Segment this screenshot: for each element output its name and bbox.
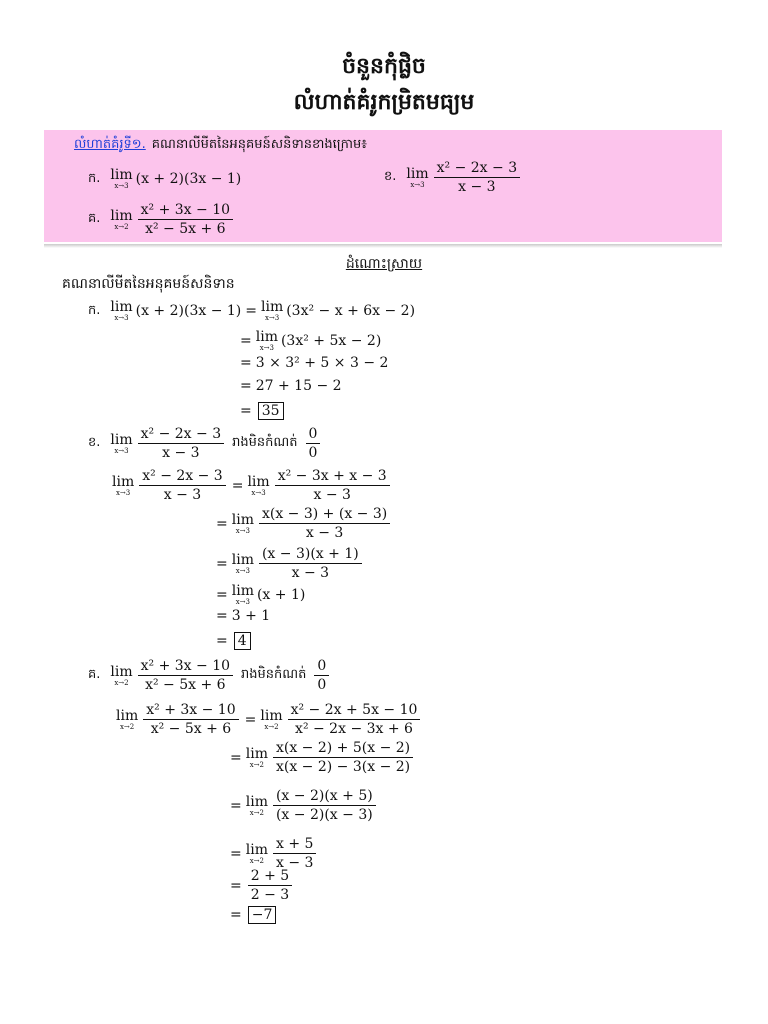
part-c-line-4: = lim x→2 $\frac{x + 5}{x - 3}$ [226, 836, 318, 871]
limit-operator: lim x→3 [406, 165, 429, 189]
solution-intro: គណនាលីមីតនៃអនុគមន៍សនិទាន [62, 276, 235, 292]
limit-operator: lim x→2 [245, 745, 268, 769]
fraction: $\frac{(x - 3)(x + 1)}{x - 3}$ [259, 546, 362, 581]
page-title: ចំនួនកុំផ្លិច [342, 54, 426, 79]
expression: (3x² + 5x − 2) [280, 333, 382, 349]
part-b-header [88, 426, 322, 461]
item-letter: គ. [88, 667, 101, 683]
exercise-instruction: គណនាលីមីតនៃអនុគមន៍សនិទានខាងក្រោម៖ [151, 137, 367, 152]
fraction: $\frac{\text{x² − 2x − 3}}{x - 3}$ [138, 426, 224, 461]
part-c-answer: = −7 [226, 906, 276, 924]
item-letter: ក. [88, 302, 101, 318]
item-letter: គ. [88, 211, 101, 227]
fraction: $\frac{2 + 5}{2 - 3}$ [248, 868, 292, 903]
solution-heading: ដំណោះស្រាយ [345, 256, 423, 272]
limit-operator: lim x→3 [112, 473, 135, 497]
fraction: $\frac{\text{x² + 3x − 10}}{\text{x² − 5x + 6}}$ [138, 202, 233, 237]
part-b-answer: = 4 [212, 632, 251, 650]
limit-operator: lim x→2 [116, 707, 139, 731]
limit-operator: lim x→2 [245, 793, 268, 817]
limit-operator: lim x→3 [110, 299, 133, 322]
part-c-line-5: = $\frac{2 + 5}{2 - 3}$ [226, 868, 294, 903]
fraction: $\frac{\text{x² + 3x − 10}}{\text{x² − 5x + 6}}$ [138, 658, 233, 693]
part-c-header [88, 658, 331, 693]
limit-operator: lim x→3 [247, 473, 270, 497]
limit-operator: lim x→2 [260, 707, 283, 731]
fraction: $\frac{(x - 2)(x + 5)}{(x - 2)(x - 3)}$ [273, 788, 376, 823]
page-subtitle: លំហាត់គំរូកម្រិតមធ្យម [293, 90, 475, 115]
part-b-line-5: = 3 + 1 [216, 608, 271, 624]
part-a-line-4: = 27 + 15 − 2 [240, 378, 342, 394]
limit-operator: lim x→2 [110, 663, 133, 687]
zero-over-zero: $\frac{0}{0}$ [314, 658, 329, 693]
fraction: $\frac{x + 5}{x - 3}$ [273, 836, 316, 871]
fraction: $\frac{\text{x² − 3x + x − 3}}{x - 3}$ [275, 468, 390, 503]
expression: (x + 2)(3x − 1) [135, 303, 242, 319]
limit-operator: lim x→3 [260, 299, 284, 322]
exercise-item-c [88, 202, 235, 237]
part-c-line-3: = lim x→2 $\frac{(x - 2)(x + 5)}{(x - 2)(x - 3)}$ [226, 788, 378, 823]
part-c-line-2: = lim x→2 $\frac{x(x - 2) + 5(x - 2)}{x(x - 2) - 3(x - 2)}$ [226, 740, 415, 775]
expression: (x + 1) [256, 587, 306, 603]
zero-over-zero: $\frac{0}{0}$ [306, 426, 321, 461]
limit-operator: lim x→3 [255, 329, 278, 352]
limit-operator: lim x→2 [110, 207, 133, 231]
part-a-line-1: ក. lim x→3 (x + 2)(3x − 1) = lim x→3 (3x² − x + 6x − 2) [88, 299, 416, 322]
expression: (x + 2)(3x − 1) [135, 171, 242, 187]
exercise-item-a [88, 168, 241, 190]
part-b-line-3: = lim x→3 $\frac{(x - 3)(x + 1)}{x - 3}$ [212, 546, 364, 581]
indeterminate-label: រាងមិនកំណត់ [241, 667, 307, 683]
limit-operator: lim x→3 [231, 583, 254, 606]
part-a-line-2: = lim x→3 (3x² + 5x − 2) [240, 329, 382, 352]
expression: 3 × 3² + 5 × 3 − 2 [255, 355, 389, 371]
part-b-line-4: = lim x→3 (x + 1) [216, 583, 306, 606]
limit-operator: lim x→3 [110, 431, 133, 455]
fraction: $\frac{\text{x² − 2x − 3}}{x - 3}$ [139, 468, 225, 503]
fraction: $\frac{x(x - 2) + 5(x - 2)}{x(x - 2) - 3(x - 2)}$ [273, 740, 413, 775]
exercise-item-b [384, 160, 522, 195]
expression: (3x² − x + 6x − 2) [286, 303, 416, 319]
exercise-label-link[interactable]: លំហាត់គំរូទី១. [74, 137, 146, 152]
item-letter: ក. [88, 170, 101, 186]
item-letter: ខ. [88, 435, 101, 451]
exercise-header [74, 136, 367, 155]
part-b-line-2: = lim x→3 $\frac{x(x - 3) + (x - 3)}{x - 3}$ [212, 506, 392, 541]
limit-operator: lim x→3 [231, 551, 254, 575]
part-b-line-1: lim x→3 $\frac{\text{x² − 2x − 3}}{x - 3}$ = lim x→3 $\frac{\text{x² − 3x + x − 3}}{x - 3}$ [112, 468, 392, 503]
box-shadow-divider [44, 244, 722, 248]
limit-operator: lim x→3 [110, 167, 133, 190]
item-letter: ខ. [384, 169, 397, 185]
fraction: $\frac{\text{x² − 2x + 5x − 10}}{\text{x² − 2x − 3x + 6}}$ [288, 702, 421, 737]
part-a-line-3: = 3 × 3² + 5 × 3 − 2 [240, 355, 389, 371]
part-c-line-1: lim x→2 $\frac{\text{x² + 3x − 10}}{\text{x² − 5x + 6}}$ = lim x→2 $\frac{\text{x² − 2x + 5x − 10}}{\text{x² − 2x − 3x + 6}}$ [116, 702, 422, 737]
boxed-answer: −7 [248, 906, 277, 924]
expression: 27 + 15 − 2 [255, 378, 342, 394]
limit-operator: lim x→2 [245, 841, 268, 865]
expression: 3 + 1 [231, 608, 271, 624]
fraction: $\frac{x(x - 3) + (x - 3)}{x - 3}$ [259, 506, 390, 541]
fraction: $\frac{\text{x² − 2x − 3}}{x - 3}$ [434, 160, 520, 195]
part-a-answer: = 35 [236, 402, 284, 420]
indeterminate-label: រាងមិនកំណត់ [232, 435, 298, 451]
boxed-answer: 35 [258, 402, 284, 420]
boxed-answer: 4 [234, 632, 251, 650]
fraction: $\frac{\text{x² + 3x − 10}}{\text{x² − 5x + 6}}$ [143, 702, 238, 737]
limit-operator: lim x→3 [231, 511, 254, 535]
